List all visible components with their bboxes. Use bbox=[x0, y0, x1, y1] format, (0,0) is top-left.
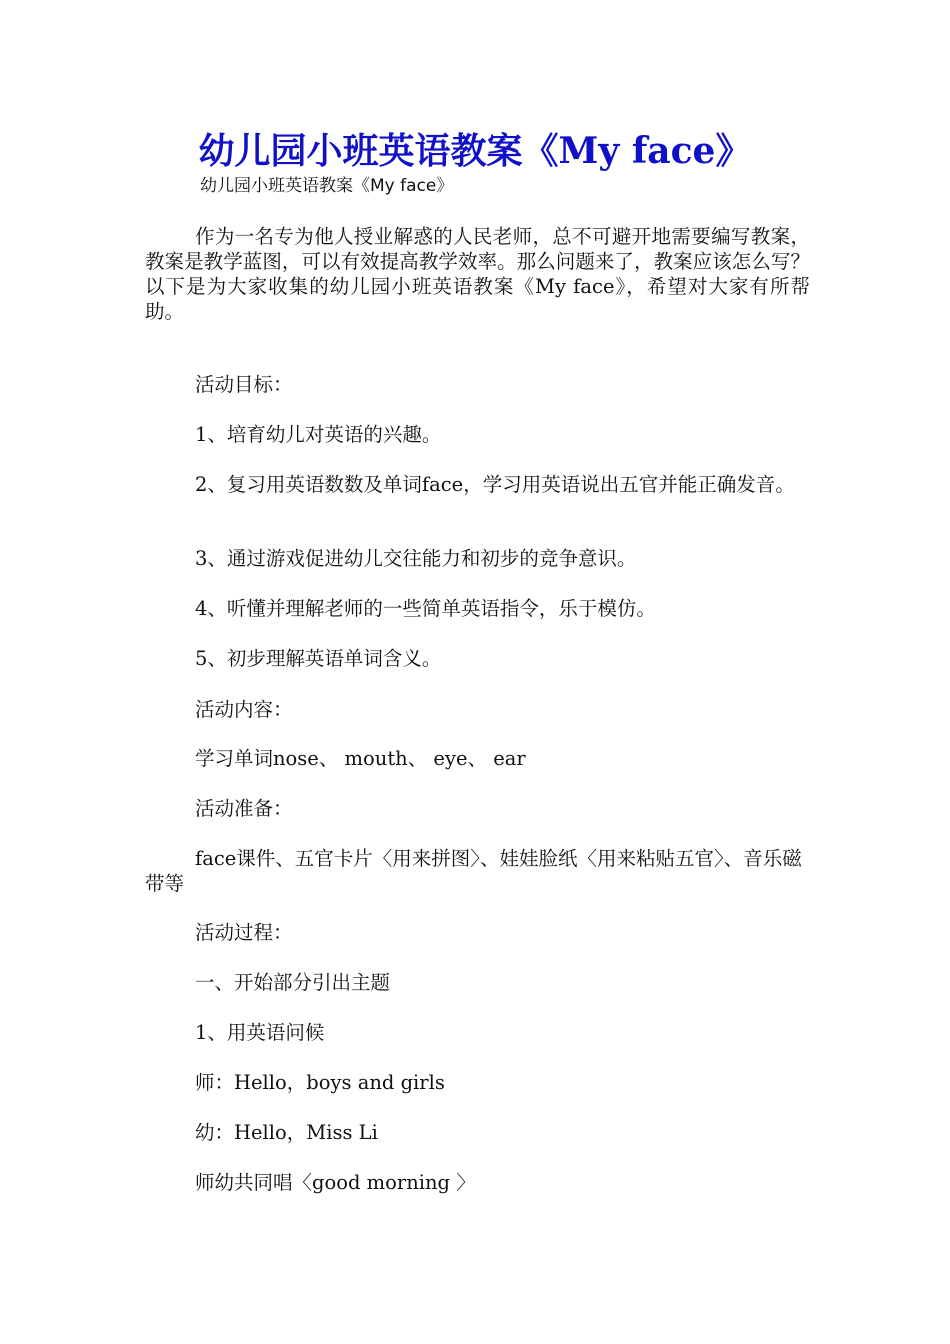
section-heading-process: 活动过程： bbox=[195, 921, 293, 944]
dialogue-children: 幼：Hello，Miss Li bbox=[195, 1121, 378, 1144]
process-step-1: 1、用英语问候 bbox=[195, 1021, 325, 1044]
document-title: 幼儿园小班英语教案《My face》 bbox=[198, 130, 752, 172]
content-item: 学习单词nose、 mouth、 eye、 ear bbox=[195, 747, 526, 770]
dialogue-teacher: 师：Hello，boys and girls bbox=[195, 1071, 445, 1094]
dialogue-song: 师幼共同唱〈good morning 〉 bbox=[195, 1171, 476, 1194]
preparation-item: face课件、五官卡片〈用来拼图〉、娃娃脸纸〈用来粘贴五官〉、音乐磁带等 bbox=[145, 847, 802, 895]
section-heading-preparation: 活动准备： bbox=[195, 797, 293, 820]
goal-item-4: 4、听懂并理解老师的一些简单英语指令，乐于模仿。 bbox=[195, 597, 656, 620]
section-heading-content: 活动内容： bbox=[195, 698, 293, 721]
process-part-1: 一、开始部分引出主题 bbox=[195, 971, 391, 994]
goal-item-5: 5、初步理解英语单词含义。 bbox=[195, 647, 442, 670]
section-heading-goals: 活动目标： bbox=[195, 373, 293, 396]
goal-item-3: 3、通过游戏促进幼儿交往能力和初步的竞争意识。 bbox=[195, 547, 637, 570]
goal-item-2: 2、复习用英语数数及单词face，学习用英语说出五官并能正确发音。 bbox=[195, 473, 795, 496]
document-subtitle: 幼儿园小班英语教案《My face》 bbox=[200, 176, 454, 196]
goal-item-1: 1、培育幼儿对英语的兴趣。 bbox=[195, 423, 442, 446]
intro-paragraph: 作为一名专为他人授业解惑的人民老师，总不可避开地需要编写教案，教案是教学蓝图，可以有效提高教学效率。那么问题来了，教案应该怎么写？以下是为大家收集的幼儿园小班英语教案《My face》，希望对大家有所帮助。 bbox=[145, 225, 810, 323]
